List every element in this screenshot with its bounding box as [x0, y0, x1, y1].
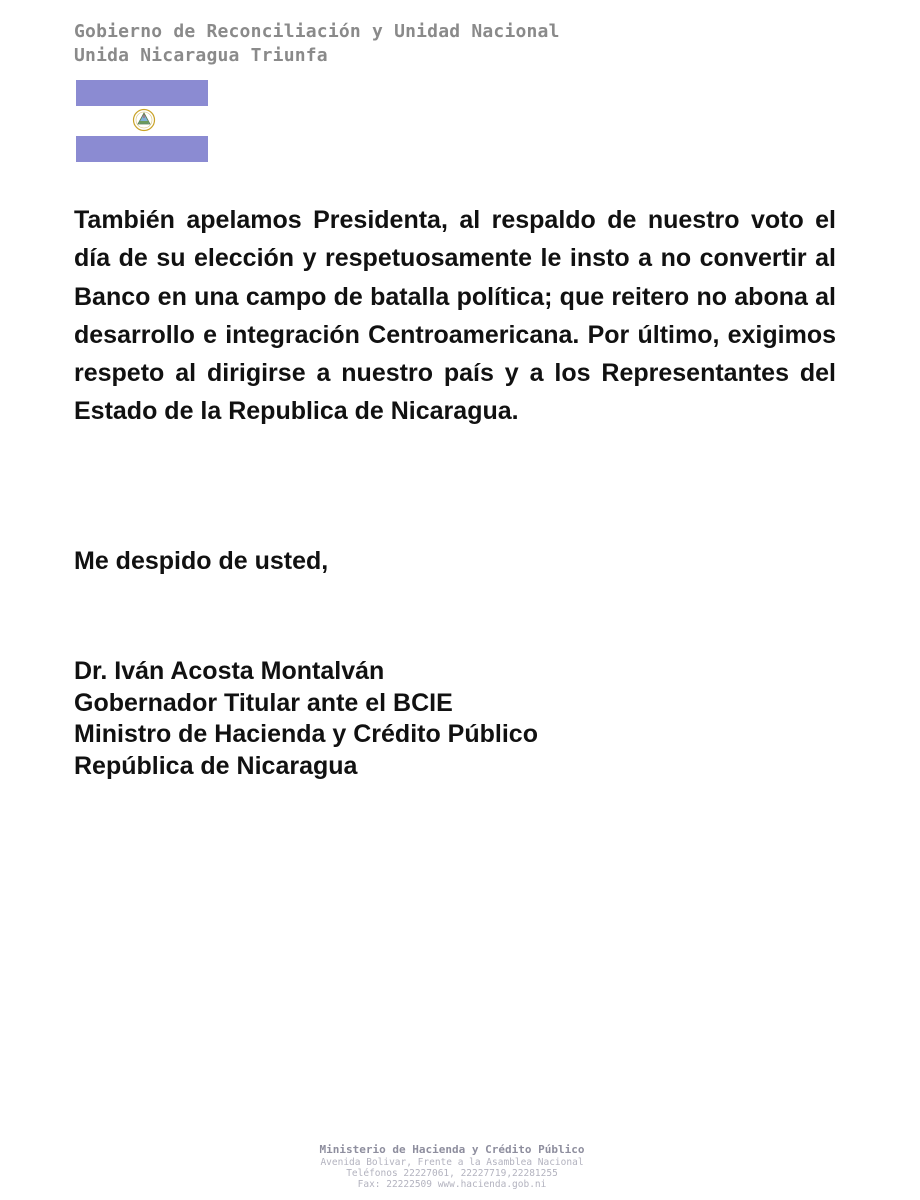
footer-address: Avenida Bolivar, Frente a la Asamblea Nacional — [320, 1157, 584, 1168]
footer-fax-web: Fax: 22222509 www.hacienda.gob.ni — [357, 1179, 547, 1190]
signatory-name: Dr. Iván Acosta Montalván — [74, 657, 385, 685]
footer-phones: Teléfonos 22227061, 22227719,22281255 — [346, 1168, 558, 1179]
letterhead-footer — [250, 1143, 654, 1190]
letterhead — [74, 20, 560, 68]
signature-block — [74, 656, 538, 782]
signatory-title-bcie: Gobernador Titular ante el BCIE — [74, 688, 453, 717]
flag-bottom-stripe — [76, 136, 208, 162]
letter-body-paragraph: También apelamos Presidenta, al respaldo de nuestro voto el día de su elección y respetuosamente le insto a no convertir al Banco en una campo de batalla política; que reitero no abona al desarrollo e integración Centroamericana. Por último, exigimos respeto al dirigirse a nuestro país y a los Representantes del Estado de la Republica de Nicaragua. — [74, 206, 836, 426]
nicaragua-coat-of-arms-icon — [132, 108, 156, 132]
signatory-country: República de Nicaragua — [74, 751, 358, 780]
letterhead-slogan-line: Unida Nicaragua Triunfa — [74, 45, 328, 66]
flag-top-stripe — [76, 80, 208, 106]
letter-closing: Me despido de usted, — [74, 547, 329, 575]
signatory-title-ministry: Ministro de Hacienda y Crédito Público — [74, 720, 538, 748]
footer-ministry-name: Ministerio de Hacienda y Crédito Público — [319, 1143, 585, 1156]
nicaragua-flag — [76, 80, 208, 162]
letterhead-government-line: Gobierno de Reconciliación y Unidad Nacional — [74, 21, 560, 42]
